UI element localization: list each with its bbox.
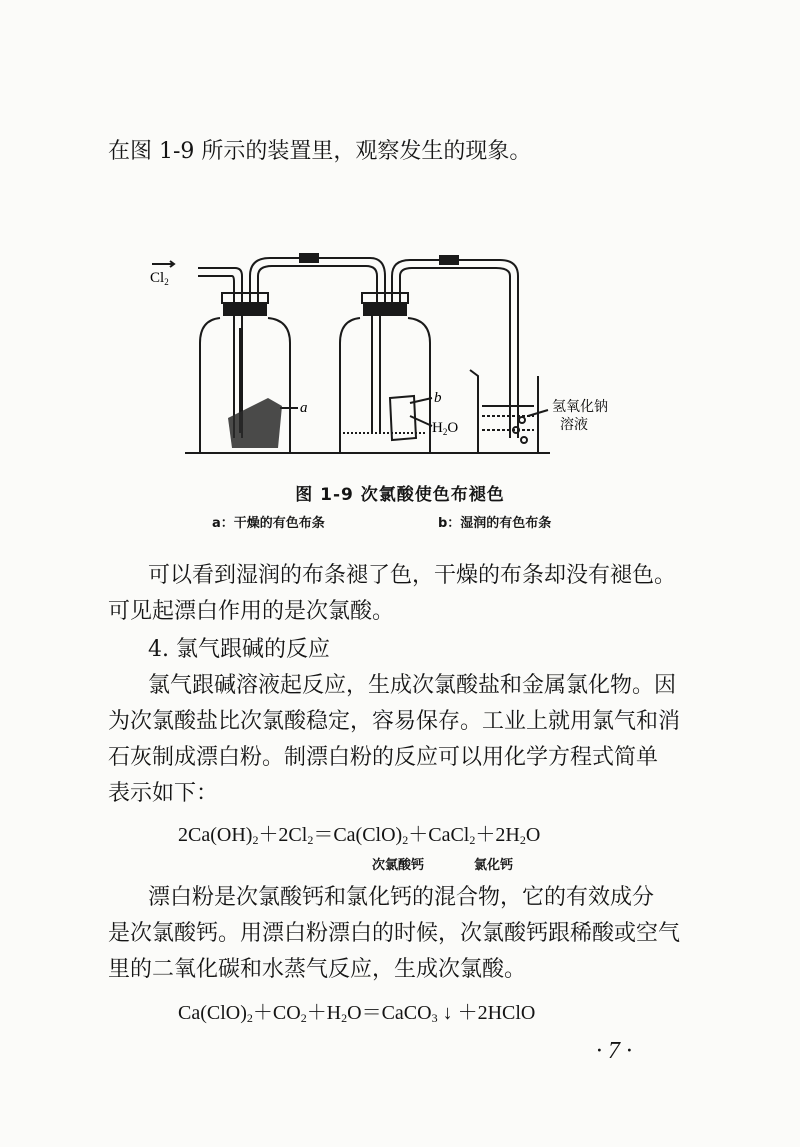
apparatus-figure [140,248,700,463]
naoh-label-2: 溶液 [560,418,588,433]
paragraph-line: 漂白粉是次氯酸钙和氯化钙的混合物，它的有效成分 [148,885,655,910]
paragraph-line: 表示如下： [108,781,219,806]
paragraph-line: 石灰制成漂白粉。制漂白粉的反应可以用化学方程式简单 [108,745,659,770]
intro-text: 在图 1-9 所示的装置里，观察发生的现象。 [108,139,532,164]
paragraph-line: 里的二氧化碳和水蒸气反应，生成次氯酸。 [108,957,527,982]
label-a: a [300,400,308,416]
page-number: · 7 · [596,1038,632,1064]
figure-caption: 图 1-9 次氯酸使色布褪色 [295,485,505,505]
paragraph-line: 可见起漂白作用的是次氯酸。 [108,599,395,624]
paragraph-line: 是次氯酸钙。用漂白粉漂白的时候，次氯酸钙跟稀酸或空气 [108,921,681,946]
paragraph-line: 为次氯酸盐比次氯酸稳定，容易保存。工业上就用氯气和消 [108,709,681,734]
equation-label-chloride: 氯化钙 [474,858,514,873]
equation-hclo: $Ca(ClO)_2+CO_2+H_2O=CaCO_3$ ↓ ＋2HClO [178,1002,536,1025]
caption-a: a：干燥的有色布条 [212,516,325,531]
paragraph-line: 可以看到湿润的布条褪了色，干燥的布条却没有褪色。 [148,563,677,588]
caption-b: b：湿润的有色布条 [438,516,552,531]
label-b: b [434,390,442,406]
equation-bleach: $2Ca(OH)_2+2Cl_2=Ca(ClO)_2+CaCl_2+2H_2O$ [178,824,541,847]
gas-label: $Cl_2$ [150,270,169,287]
equation-label-hypochlorite: 次氯酸钙 [372,858,425,873]
dry-cloth-strip [228,398,282,448]
naoh-label-1: 氢氧化钠 [552,400,608,415]
paragraph-line: 氯气跟碱溶液起反应，生成次氯酸盐和金属氯化物。因 [148,673,677,698]
section-heading: 4. 氯气跟碱的反应 [148,637,330,662]
water-label: $H_2O$ [432,420,459,437]
